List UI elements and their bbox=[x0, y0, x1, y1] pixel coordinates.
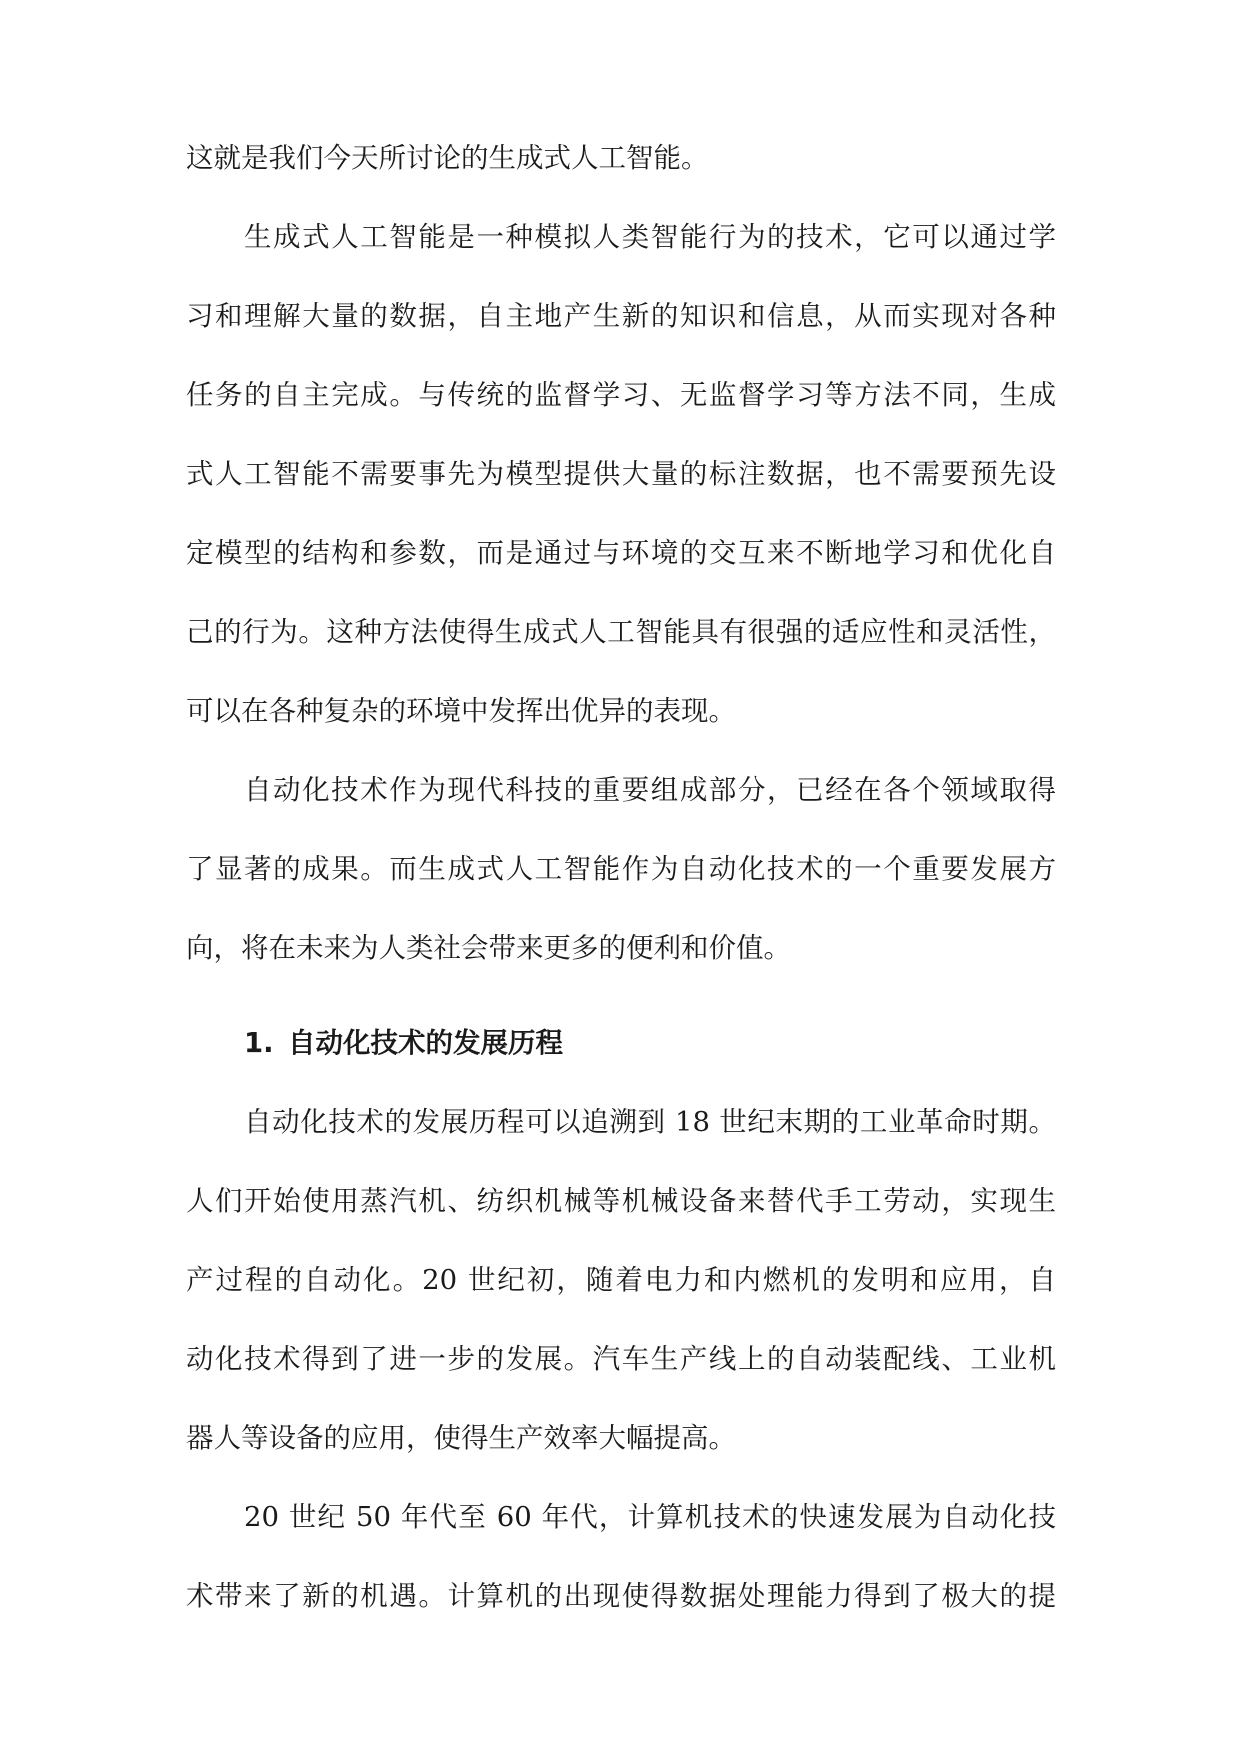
text-line: 器人等设备的应用，使得生产效率大幅提高。 bbox=[186, 1422, 736, 1454]
text-line: 式人工智能不需要事先为模型提供大量的标注数据，也不需要预先设 bbox=[186, 458, 1056, 490]
text-line: 向，将在未来为人类社会带来更多的便利和价值。 bbox=[186, 932, 791, 964]
text-line: 任务的自主完成。与传统的监督学习、无监督学习等方法不同，生成 bbox=[186, 379, 1056, 411]
section-heading bbox=[186, 1023, 1056, 1063]
text-line: 术带来了新的机遇。计算机的出现使得数据处理能力得到了极大的提 bbox=[186, 1580, 1056, 1612]
text-line: 产过程的自动化。20 世纪初，随着电力和内燃机的发明和应用，自 bbox=[186, 1264, 1056, 1296]
text-line: 生成式人工智能是一种模拟人类智能行为的技术，它可以通过学 bbox=[244, 221, 1056, 253]
section-heading-number: 1. bbox=[244, 1027, 274, 1059]
text-line: 了显著的成果。而生成式人工智能作为自动化技术的一个重要发展方 bbox=[186, 853, 1056, 885]
text-line: 自动化技术作为现代科技的重要组成部分，已经在各个领域取得 bbox=[244, 774, 1056, 806]
text-line: 己的行为。这种方法使得生成式人工智能具有很强的适应性和灵活性， bbox=[186, 616, 1056, 648]
text-line: 20 世纪 50 年代至 60 年代，计算机技术的快速发展为自动化技 bbox=[244, 1501, 1056, 1533]
paragraph-automation-significance bbox=[186, 770, 1056, 968]
paragraph-generative-ai-definition bbox=[186, 217, 1056, 731]
section-heading-title: 自动化技术的发展历程 bbox=[288, 1027, 563, 1059]
text-line: 人们开始使用蒸汽机、纺织机械等机械设备来替代手工劳动，实现生 bbox=[186, 1185, 1056, 1217]
text-line: 动化技术得到了进一步的发展。汽车生产线上的自动装配线、工业机 bbox=[186, 1343, 1056, 1375]
text-line: 这就是我们今天所讨论的生成式人工智能。 bbox=[186, 142, 709, 174]
text-line: 自动化技术的发展历程可以追溯到 18 世纪末期的工业革命时期。 bbox=[244, 1106, 1056, 1138]
paragraph-intro-continuation bbox=[186, 138, 1056, 178]
document-body bbox=[186, 138, 1056, 1655]
paragraph-automation-history bbox=[186, 1102, 1056, 1458]
text-line: 习和理解大量的数据，自主地产生新的知识和信息，从而实现对各种 bbox=[186, 300, 1056, 332]
text-line: 定模型的结构和参数，而是通过与环境的交互来不断地学习和优化自 bbox=[186, 537, 1056, 569]
text-line: 可以在各种复杂的环境中发挥出优异的表现。 bbox=[186, 695, 736, 727]
paragraph-computer-era bbox=[186, 1497, 1056, 1616]
